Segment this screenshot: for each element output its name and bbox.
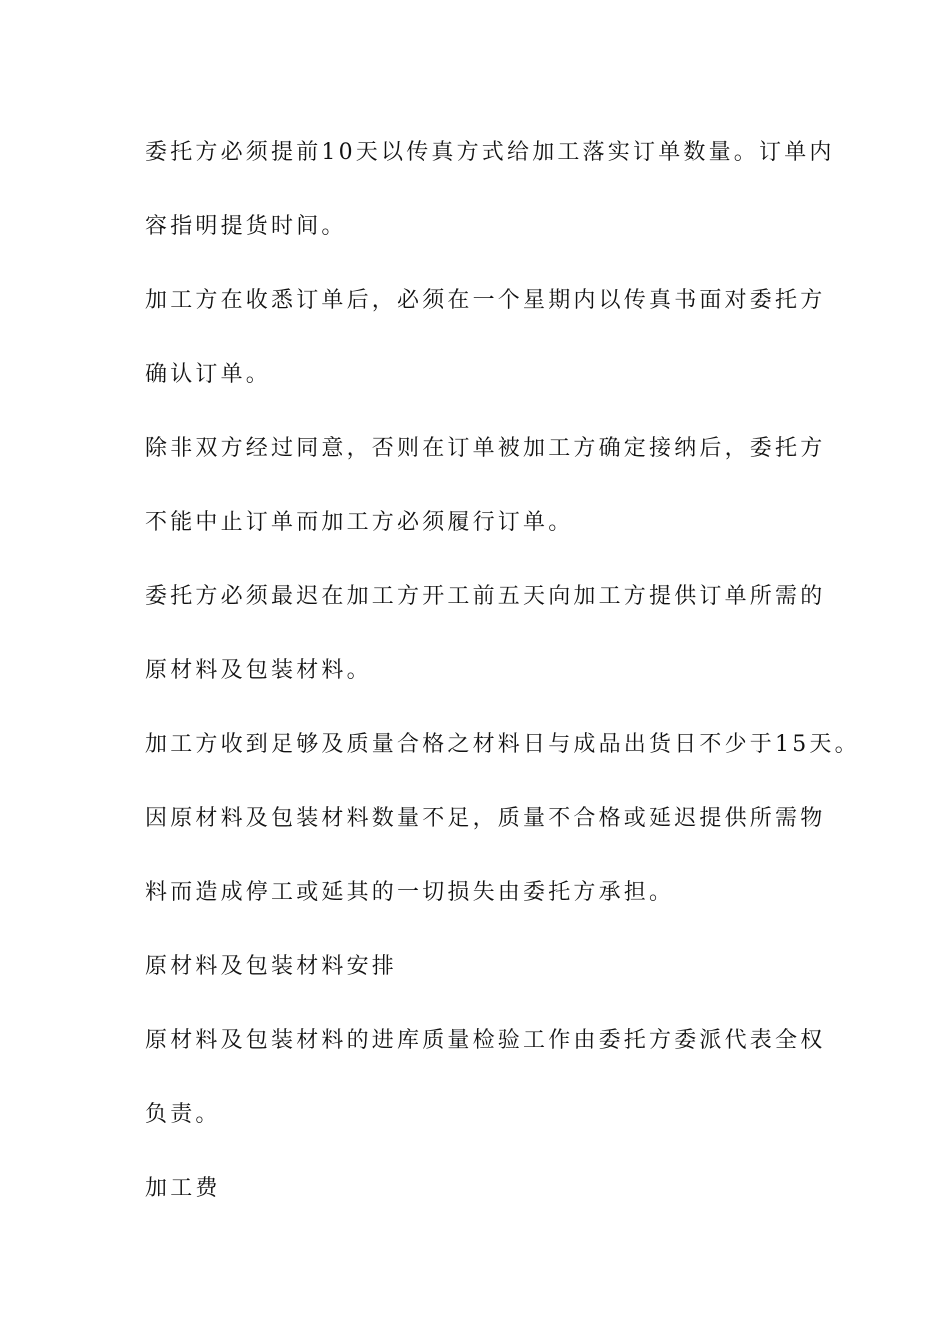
text-line-2: 容指明提货时间。 <box>145 214 347 239</box>
document-body <box>145 129 860 1239</box>
section-heading-materials: 原材料及包装材料安排 <box>145 954 398 979</box>
text-line-9: 加工方收到足够及质量合格之材料日与成品出货日不少于15天。 <box>145 732 860 757</box>
text-line-14: 负责。 <box>145 1102 221 1127</box>
text-line-11: 料而造成停工或延其的一切损失由委托方承担。 <box>145 880 675 905</box>
text-line-3: 加工方在收悉订单后，必须在一个星期内以传真书面对委托方 <box>145 288 826 313</box>
text-line-5: 除非双方经过同意，否则在订单被加工方确定接纳后，委托方 <box>145 436 826 461</box>
text-line-6: 不能中止订单而加工方必须履行订单。 <box>145 510 574 535</box>
text-line-13: 原材料及包装材料的进库质量检验工作由委托方委派代表全权 <box>145 1028 826 1053</box>
text-line-10: 因原材料及包装材料数量不足，质量不合格或延迟提供所需物 <box>145 806 826 831</box>
text-line-1: 委托方必须提前10天以传真方式给加工落实订单数量。订单内 <box>145 140 835 165</box>
text-line-7: 委托方必须最迟在加工方开工前五天向加工方提供订单所需的 <box>145 584 826 609</box>
section-heading-processing-fee: 加工费 <box>145 1176 221 1201</box>
text-line-8: 原材料及包装材料。 <box>145 658 372 683</box>
text-line-4: 确认订单。 <box>145 362 272 387</box>
